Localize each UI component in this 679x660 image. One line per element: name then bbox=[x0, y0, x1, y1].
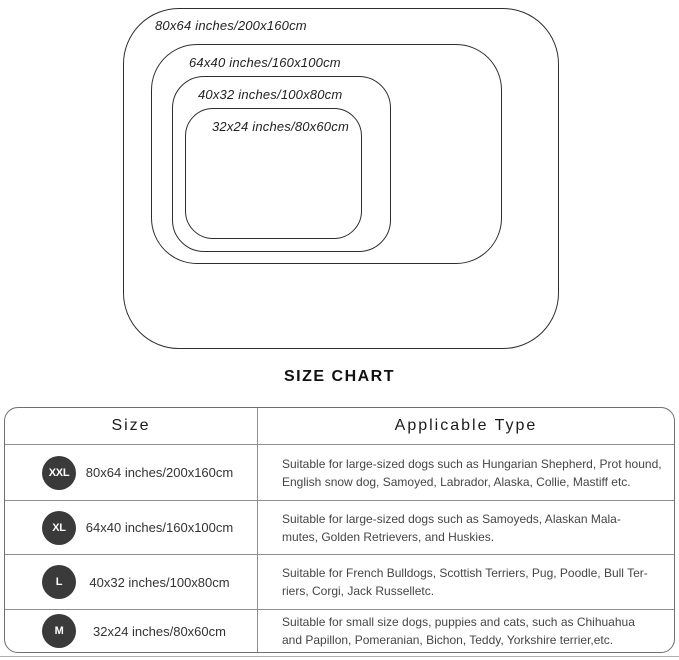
size-badge-xxl: XXL bbox=[42, 456, 76, 490]
size-outline-label-xxl: 80x64 inches/200x160cm bbox=[155, 18, 307, 33]
type-line-2: riers, Corgi, Jack Russelletc. bbox=[282, 584, 435, 598]
size-cell-xl bbox=[5, 501, 258, 554]
bottom-divider bbox=[0, 656, 679, 657]
column-header-applicable-type: Applicable Type bbox=[394, 417, 538, 434]
size-outline-label-m: 32x24 inches/80x60cm bbox=[212, 119, 349, 134]
type-line-1: Suitable for large-sized dogs such as Samoyeds, Alaskan Mala- bbox=[282, 511, 621, 526]
applicable-type-xl bbox=[258, 501, 674, 554]
size-outline-m bbox=[185, 108, 362, 239]
type-line-1: Suitable for small size dogs, puppies and cats, such as Chihuahua bbox=[282, 615, 635, 629]
size-outline-label-xl: 64x40 inches/160x100cm bbox=[189, 55, 341, 70]
type-line-1: Suitable for French Bulldogs, Scottish Terriers, Pug, Poodle, Bull Ter- bbox=[282, 566, 648, 580]
table-header-row bbox=[5, 408, 674, 444]
size-value-m: 32x24 inches/80x60cm bbox=[93, 623, 226, 639]
size-cell-l bbox=[5, 555, 258, 609]
size-table bbox=[4, 407, 675, 653]
applicable-type-m bbox=[258, 610, 674, 652]
column-header-size: Size bbox=[5, 408, 258, 444]
size-badge-l: L bbox=[42, 565, 76, 599]
size-value-xxl: 80x64 inches/200x160cm bbox=[85, 465, 234, 480]
size-outline-label-l: 40x32 inches/100x80cm bbox=[198, 87, 343, 102]
table-row-l bbox=[5, 554, 674, 609]
type-line-1: Suitable for large-sized dogs such as Hungarian Shepherd, Prot hound, bbox=[282, 456, 662, 471]
size-value-xl: 64x40 inches/160x100cm bbox=[85, 520, 234, 535]
applicable-type-xxl bbox=[258, 445, 674, 500]
size-badge-xl: XL bbox=[42, 511, 76, 545]
size-cell-xxl bbox=[5, 445, 258, 500]
table-row-xl bbox=[5, 500, 674, 554]
size-cell-m bbox=[5, 610, 258, 652]
table-row-xxl bbox=[5, 444, 674, 500]
size-value-l: 40x32 inches/100x80cm bbox=[89, 574, 230, 590]
applicable-type-l bbox=[258, 555, 674, 609]
table-row-m bbox=[5, 609, 674, 652]
type-line-2: English snow dog, Samoyed, Labrador, Alaska, Collie, Mastiff etc. bbox=[282, 474, 631, 489]
size-badge-m: M bbox=[42, 614, 76, 648]
type-line-2: mutes, Golden Retrievers, and Huskies. bbox=[282, 529, 495, 544]
type-line-2: and Papillon, Pomeranian, Bichon, Teddy, Yorkshire terrier,etc. bbox=[282, 633, 614, 647]
size-chart-title: SIZE CHART bbox=[284, 368, 395, 385]
